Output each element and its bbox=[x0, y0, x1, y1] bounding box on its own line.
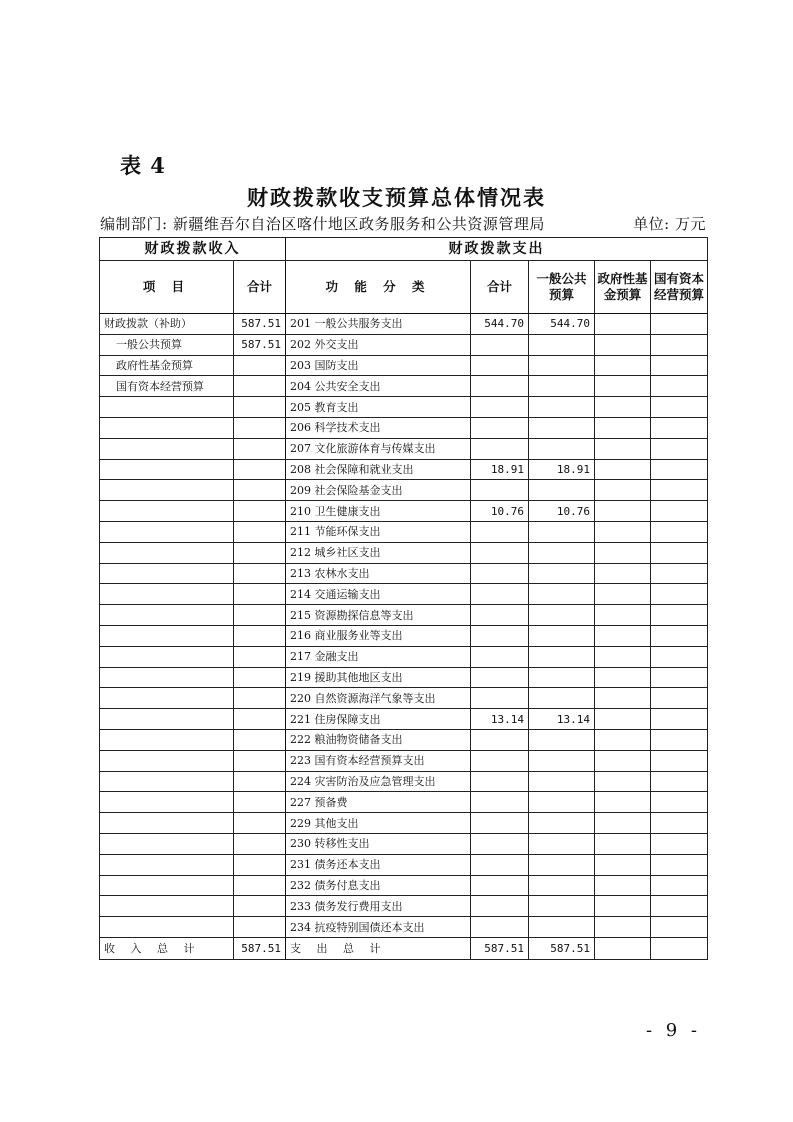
col-header-expense-total: 合计 bbox=[471, 261, 529, 314]
fund-budget-cell bbox=[595, 792, 651, 813]
table-body bbox=[100, 314, 708, 938]
income-item-cell bbox=[100, 792, 234, 813]
income-item-cell: 政府性基金预算 bbox=[100, 355, 234, 376]
group-header-row bbox=[100, 238, 708, 261]
expense-total-cell bbox=[471, 376, 529, 397]
income-item-cell bbox=[100, 875, 234, 896]
table-row bbox=[100, 480, 708, 501]
state-capital-budget-cell bbox=[651, 501, 708, 522]
state-capital-budget-cell bbox=[651, 480, 708, 501]
table-row bbox=[100, 355, 708, 376]
table-row bbox=[100, 813, 708, 834]
function-category-cell: 214 交通运输支出 bbox=[286, 584, 471, 605]
expense-total-value: 587.51 bbox=[471, 937, 529, 959]
state-capital-budget-cell bbox=[651, 334, 708, 355]
fund-budget-cell bbox=[595, 334, 651, 355]
fund-budget-cell bbox=[595, 584, 651, 605]
fund-budget-cell bbox=[595, 917, 651, 938]
expense-total-cell bbox=[471, 480, 529, 501]
meta-row bbox=[100, 213, 706, 234]
income-total-cell bbox=[234, 355, 286, 376]
expense-total-cell bbox=[471, 438, 529, 459]
general-budget-cell: 18.91 bbox=[529, 459, 595, 480]
fund-budget-cell bbox=[595, 605, 651, 626]
function-category-cell: 213 农林水支出 bbox=[286, 563, 471, 584]
general-budget-cell bbox=[529, 542, 595, 563]
table-row bbox=[100, 667, 708, 688]
expense-total-label: 支 出 总 计 bbox=[286, 937, 471, 959]
table-row bbox=[100, 792, 708, 813]
expense-total-cell: 13.14 bbox=[471, 709, 529, 730]
function-category-cell: 204 公共安全支出 bbox=[286, 376, 471, 397]
general-budget-cell bbox=[529, 563, 595, 584]
fund-budget-cell bbox=[595, 480, 651, 501]
table-row bbox=[100, 771, 708, 792]
income-group-header: 财政拨款收入 bbox=[100, 238, 286, 261]
col-header-function: 功 能 分 类 bbox=[286, 261, 471, 314]
fund-budget-cell bbox=[595, 833, 651, 854]
state-capital-budget-cell bbox=[651, 729, 708, 750]
income-total-cell bbox=[234, 501, 286, 522]
table-row bbox=[100, 563, 708, 584]
income-total-cell bbox=[234, 397, 286, 418]
general-budget-cell bbox=[529, 646, 595, 667]
income-total-cell bbox=[234, 376, 286, 397]
state-capital-budget-cell bbox=[651, 625, 708, 646]
income-item-cell bbox=[100, 605, 234, 626]
income-total-cell bbox=[234, 854, 286, 875]
table-row bbox=[100, 646, 708, 667]
table-row bbox=[100, 605, 708, 626]
fund-budget-total bbox=[595, 937, 651, 959]
income-item-cell bbox=[100, 480, 234, 501]
state-capital-budget-cell bbox=[651, 833, 708, 854]
state-capital-budget-cell bbox=[651, 542, 708, 563]
general-budget-cell bbox=[529, 625, 595, 646]
fund-budget-cell bbox=[595, 750, 651, 771]
state-capital-budget-cell bbox=[651, 750, 708, 771]
function-category-cell: 229 其他支出 bbox=[286, 813, 471, 834]
function-category-cell: 215 资源勘探信息等支出 bbox=[286, 605, 471, 626]
income-total-label: 收 入 总 计 bbox=[100, 937, 234, 959]
income-total-cell bbox=[234, 771, 286, 792]
expense-total-cell bbox=[471, 896, 529, 917]
function-category-cell: 231 债务还本支出 bbox=[286, 854, 471, 875]
income-total-cell bbox=[234, 896, 286, 917]
function-category-cell: 217 金融支出 bbox=[286, 646, 471, 667]
state-capital-budget-cell bbox=[651, 709, 708, 730]
expense-total-cell bbox=[471, 417, 529, 438]
income-total-cell bbox=[234, 625, 286, 646]
income-item-cell bbox=[100, 397, 234, 418]
state-capital-budget-cell bbox=[651, 854, 708, 875]
function-category-cell: 222 粮油物资储备支出 bbox=[286, 729, 471, 750]
expense-total-cell bbox=[471, 646, 529, 667]
general-budget-cell bbox=[529, 417, 595, 438]
income-total-cell bbox=[234, 750, 286, 771]
table-row bbox=[100, 376, 708, 397]
state-capital-budget-cell bbox=[651, 521, 708, 542]
income-item-cell: 国有资本经营预算 bbox=[100, 376, 234, 397]
expense-total-cell: 544.70 bbox=[471, 314, 529, 335]
state-capital-budget-cell bbox=[651, 563, 708, 584]
state-capital-budget-cell bbox=[651, 459, 708, 480]
function-category-cell: 206 科学技术支出 bbox=[286, 417, 471, 438]
fund-budget-cell bbox=[595, 771, 651, 792]
fund-budget-cell bbox=[595, 646, 651, 667]
income-item-cell: 一般公共预算 bbox=[100, 334, 234, 355]
income-item-cell bbox=[100, 833, 234, 854]
col-header-income-total: 合计 bbox=[234, 261, 286, 314]
state-capital-budget-cell bbox=[651, 646, 708, 667]
compiling-unit: 编制部门: 新疆维吾尔自治区喀什地区政务服务和公共资源管理局 bbox=[100, 215, 545, 233]
state-capital-budget-cell bbox=[651, 771, 708, 792]
fund-budget-cell bbox=[595, 314, 651, 335]
table-row bbox=[100, 625, 708, 646]
function-category-cell: 234 抗疫特别国债还本支出 bbox=[286, 917, 471, 938]
income-total-cell bbox=[234, 438, 286, 459]
fund-budget-cell bbox=[595, 896, 651, 917]
table-row bbox=[100, 688, 708, 709]
table-row bbox=[100, 584, 708, 605]
state-capital-budget-cell bbox=[651, 896, 708, 917]
table-row bbox=[100, 521, 708, 542]
general-budget-cell: 13.14 bbox=[529, 709, 595, 730]
income-item-cell bbox=[100, 854, 234, 875]
col-header-state-capital-budget: 国有资本经营预算 bbox=[651, 261, 708, 314]
expense-total-cell bbox=[471, 688, 529, 709]
document-title: 财政拨款收支预算总体情况表 bbox=[247, 185, 546, 210]
function-category-cell: 205 教育支出 bbox=[286, 397, 471, 418]
expense-group-header: 财政拨款支出 bbox=[286, 238, 708, 261]
income-item-cell bbox=[100, 438, 234, 459]
income-item-cell bbox=[100, 813, 234, 834]
state-capital-budget-cell bbox=[651, 397, 708, 418]
income-total-cell bbox=[234, 792, 286, 813]
expense-total-cell bbox=[471, 729, 529, 750]
income-item-cell bbox=[100, 709, 234, 730]
table-row bbox=[100, 314, 708, 335]
expense-total-cell bbox=[471, 355, 529, 376]
expense-total-cell bbox=[471, 771, 529, 792]
table-row bbox=[100, 750, 708, 771]
fund-budget-cell bbox=[595, 542, 651, 563]
expense-total-cell bbox=[471, 750, 529, 771]
general-budget-cell: 544.70 bbox=[529, 314, 595, 335]
income-total-cell bbox=[234, 709, 286, 730]
income-total-cell bbox=[234, 688, 286, 709]
function-category-cell: 201 一般公共服务支出 bbox=[286, 314, 471, 335]
state-capital-budget-cell bbox=[651, 605, 708, 626]
table-row bbox=[100, 709, 708, 730]
fund-budget-cell bbox=[595, 625, 651, 646]
state-capital-budget-cell bbox=[651, 417, 708, 438]
fund-budget-cell bbox=[595, 459, 651, 480]
totals-row bbox=[100, 937, 708, 959]
fund-budget-cell bbox=[595, 813, 651, 834]
table-row bbox=[100, 854, 708, 875]
general-budget-cell bbox=[529, 896, 595, 917]
state-capital-budget-cell bbox=[651, 376, 708, 397]
fund-budget-cell bbox=[595, 417, 651, 438]
function-category-cell: 212 城乡社区支出 bbox=[286, 542, 471, 563]
fund-budget-cell bbox=[595, 501, 651, 522]
income-total-cell bbox=[234, 605, 286, 626]
income-total-cell bbox=[234, 917, 286, 938]
general-budget-cell bbox=[529, 833, 595, 854]
expense-total-cell bbox=[471, 542, 529, 563]
expense-total-cell: 10.76 bbox=[471, 501, 529, 522]
general-budget-cell bbox=[529, 480, 595, 501]
income-item-cell bbox=[100, 459, 234, 480]
income-item-cell bbox=[100, 417, 234, 438]
fund-budget-cell bbox=[595, 355, 651, 376]
income-item-cell bbox=[100, 667, 234, 688]
general-budget-cell bbox=[529, 792, 595, 813]
expense-total-cell bbox=[471, 605, 529, 626]
income-item-cell bbox=[100, 688, 234, 709]
table-row bbox=[100, 397, 708, 418]
income-total-cell: 587.51 bbox=[234, 334, 286, 355]
state-capital-budget-cell bbox=[651, 875, 708, 896]
income-total-cell bbox=[234, 542, 286, 563]
income-item-cell bbox=[100, 563, 234, 584]
income-item-cell bbox=[100, 750, 234, 771]
function-category-cell: 221 住房保障支出 bbox=[286, 709, 471, 730]
function-category-cell: 227 预备费 bbox=[286, 792, 471, 813]
col-header-item: 项 目 bbox=[100, 261, 234, 314]
general-budget-cell bbox=[529, 813, 595, 834]
table-row bbox=[100, 334, 708, 355]
income-item-cell bbox=[100, 584, 234, 605]
fund-budget-cell bbox=[595, 667, 651, 688]
budget-table bbox=[99, 237, 708, 960]
function-category-cell: 209 社会保险基金支出 bbox=[286, 480, 471, 501]
income-item-cell bbox=[100, 625, 234, 646]
function-category-cell: 216 商业服务业等支出 bbox=[286, 625, 471, 646]
expense-total-cell bbox=[471, 792, 529, 813]
expense-total-cell bbox=[471, 563, 529, 584]
expense-total-cell bbox=[471, 833, 529, 854]
expense-total-cell bbox=[471, 813, 529, 834]
function-category-cell: 232 债务付息支出 bbox=[286, 875, 471, 896]
general-budget-cell bbox=[529, 334, 595, 355]
col-header-general-budget: 一般公共预算 bbox=[529, 261, 595, 314]
table-row bbox=[100, 459, 708, 480]
fund-budget-cell bbox=[595, 709, 651, 730]
fund-budget-cell bbox=[595, 688, 651, 709]
income-total-cell bbox=[234, 459, 286, 480]
fund-budget-cell bbox=[595, 397, 651, 418]
currency-unit: 单位: 万元 bbox=[633, 215, 706, 233]
general-budget-cell bbox=[529, 917, 595, 938]
income-total-cell bbox=[234, 417, 286, 438]
state-capital-budget-cell bbox=[651, 917, 708, 938]
state-capital-budget-cell bbox=[651, 667, 708, 688]
income-item-cell bbox=[100, 646, 234, 667]
income-total-value: 587.51 bbox=[234, 937, 286, 959]
expense-total-cell bbox=[471, 397, 529, 418]
fund-budget-cell bbox=[595, 521, 651, 542]
fund-budget-cell bbox=[595, 875, 651, 896]
function-category-cell: 207 文化旅游体育与传媒支出 bbox=[286, 438, 471, 459]
state-capital-budget-cell bbox=[651, 792, 708, 813]
general-budget-cell bbox=[529, 584, 595, 605]
income-item-cell: 财政拨款（补助） bbox=[100, 314, 234, 335]
column-header-row bbox=[100, 261, 708, 314]
table-row bbox=[100, 729, 708, 750]
state-capital-budget-cell bbox=[651, 314, 708, 335]
general-budget-cell bbox=[529, 438, 595, 459]
table-row bbox=[100, 896, 708, 917]
fund-budget-cell bbox=[595, 563, 651, 584]
table-row bbox=[100, 438, 708, 459]
income-total-cell bbox=[234, 563, 286, 584]
state-capital-budget-cell bbox=[651, 438, 708, 459]
table-row bbox=[100, 417, 708, 438]
income-total-cell: 587.51 bbox=[234, 314, 286, 335]
general-budget-cell bbox=[529, 750, 595, 771]
function-category-cell: 203 国防支出 bbox=[286, 355, 471, 376]
income-total-cell bbox=[234, 667, 286, 688]
function-category-cell: 202 外交支出 bbox=[286, 334, 471, 355]
general-budget-cell bbox=[529, 875, 595, 896]
fund-budget-cell bbox=[595, 376, 651, 397]
general-budget-total: 587.51 bbox=[529, 937, 595, 959]
general-budget-cell bbox=[529, 688, 595, 709]
table-row bbox=[100, 833, 708, 854]
general-budget-cell bbox=[529, 729, 595, 750]
function-category-cell: 211 节能环保支出 bbox=[286, 521, 471, 542]
expense-total-cell bbox=[471, 584, 529, 605]
expense-total-cell bbox=[471, 334, 529, 355]
general-budget-cell bbox=[529, 605, 595, 626]
expense-total-cell bbox=[471, 521, 529, 542]
fund-budget-cell bbox=[595, 854, 651, 875]
income-item-cell bbox=[100, 729, 234, 750]
expense-total-cell bbox=[471, 667, 529, 688]
income-total-cell bbox=[234, 584, 286, 605]
state-capital-budget-cell bbox=[651, 813, 708, 834]
function-category-cell: 224 灾害防治及应急管理支出 bbox=[286, 771, 471, 792]
general-budget-cell bbox=[529, 376, 595, 397]
expense-total-cell: 18.91 bbox=[471, 459, 529, 480]
col-header-fund-budget: 政府性基金预算 bbox=[595, 261, 651, 314]
table-row bbox=[100, 917, 708, 938]
income-total-cell bbox=[234, 480, 286, 501]
state-capital-budget-cell bbox=[651, 688, 708, 709]
expense-total-cell bbox=[471, 875, 529, 896]
table-number: 表 4 bbox=[120, 153, 166, 178]
income-item-cell bbox=[100, 896, 234, 917]
state-capital-budget-cell bbox=[651, 584, 708, 605]
expense-total-cell bbox=[471, 917, 529, 938]
function-category-cell: 220 自然资源海洋气象等支出 bbox=[286, 688, 471, 709]
income-item-cell bbox=[100, 501, 234, 522]
table-row bbox=[100, 542, 708, 563]
general-budget-cell bbox=[529, 667, 595, 688]
income-item-cell bbox=[100, 542, 234, 563]
general-budget-cell bbox=[529, 521, 595, 542]
function-category-cell: 230 转移性支出 bbox=[286, 833, 471, 854]
income-total-cell bbox=[234, 875, 286, 896]
function-category-cell: 210 卫生健康支出 bbox=[286, 501, 471, 522]
fund-budget-cell bbox=[595, 729, 651, 750]
function-category-cell: 233 债务发行费用支出 bbox=[286, 896, 471, 917]
state-capital-budget-cell bbox=[651, 355, 708, 376]
table-row bbox=[100, 875, 708, 896]
function-category-cell: 223 国有资本经营预算支出 bbox=[286, 750, 471, 771]
expense-total-cell bbox=[471, 854, 529, 875]
general-budget-cell bbox=[529, 771, 595, 792]
income-total-cell bbox=[234, 813, 286, 834]
state-capital-budget-total bbox=[651, 937, 708, 959]
income-item-cell bbox=[100, 771, 234, 792]
general-budget-cell bbox=[529, 854, 595, 875]
general-budget-cell bbox=[529, 397, 595, 418]
income-total-cell bbox=[234, 646, 286, 667]
general-budget-cell: 10.76 bbox=[529, 501, 595, 522]
function-category-cell: 219 援助其他地区支出 bbox=[286, 667, 471, 688]
fund-budget-cell bbox=[595, 438, 651, 459]
general-budget-cell bbox=[529, 355, 595, 376]
table-row bbox=[100, 501, 708, 522]
income-item-cell bbox=[100, 917, 234, 938]
expense-total-cell bbox=[471, 625, 529, 646]
income-item-cell bbox=[100, 521, 234, 542]
income-total-cell bbox=[234, 729, 286, 750]
income-total-cell bbox=[234, 833, 286, 854]
income-total-cell bbox=[234, 521, 286, 542]
page-number: - 9 - bbox=[645, 1020, 701, 1041]
function-category-cell: 208 社会保障和就业支出 bbox=[286, 459, 471, 480]
